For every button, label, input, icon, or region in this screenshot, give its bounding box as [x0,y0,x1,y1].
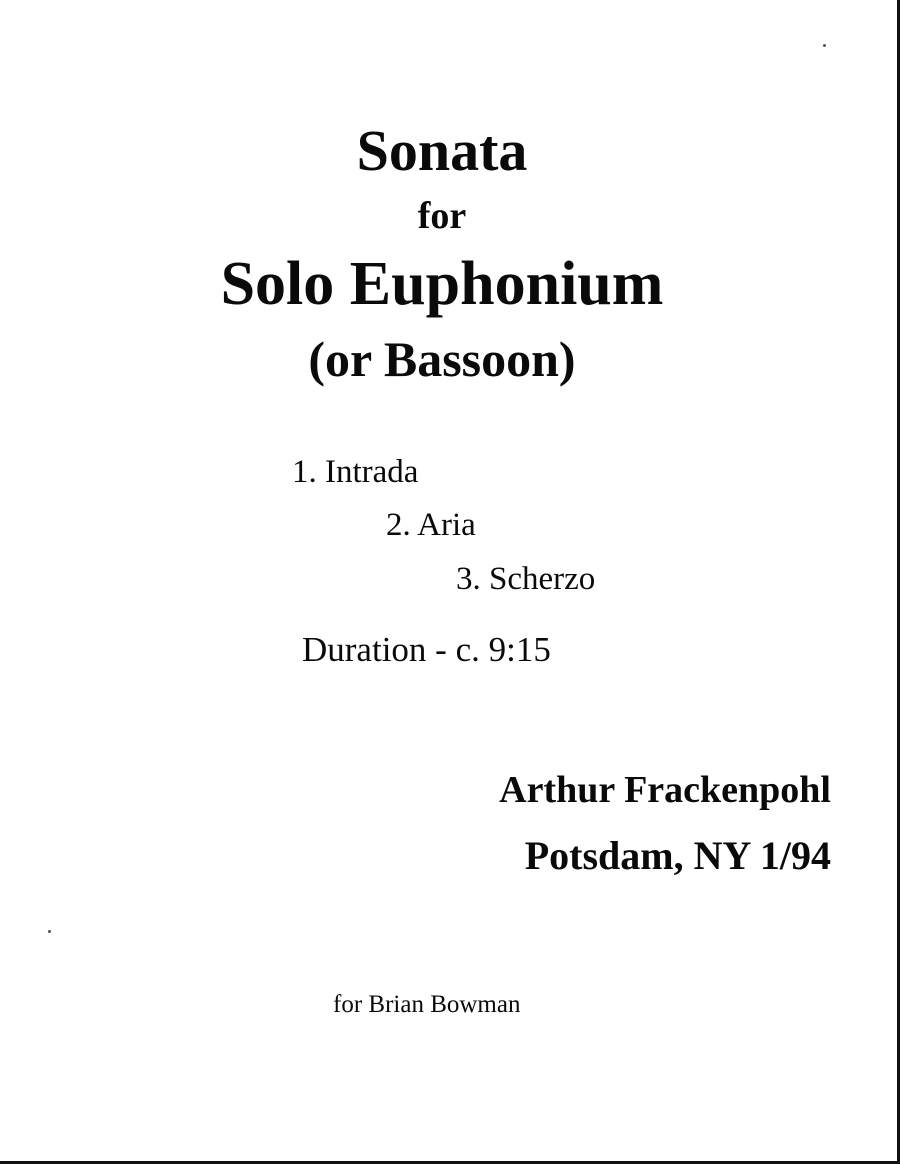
work-title: Sonata [356,118,528,183]
movement-1: 1. Intrada [292,454,419,490]
movement-2: 2. Aria [386,507,476,543]
scan-speck [823,44,826,47]
scan-speck [48,930,51,933]
instrument-title: Solo Euphonium [220,250,664,318]
dedication-text: for Brian Bowman [333,991,521,1018]
duration-text: Duration - c. 9:15 [302,630,551,669]
alternative-instrument: (or Bassoon) [308,331,576,387]
movement-3: 3. Scherzo [456,561,596,597]
for-label: for [417,195,467,237]
place-date: Potsdam, NY 1/94 [524,833,831,878]
composer-name: Arthur Frackenpohl [499,769,831,811]
